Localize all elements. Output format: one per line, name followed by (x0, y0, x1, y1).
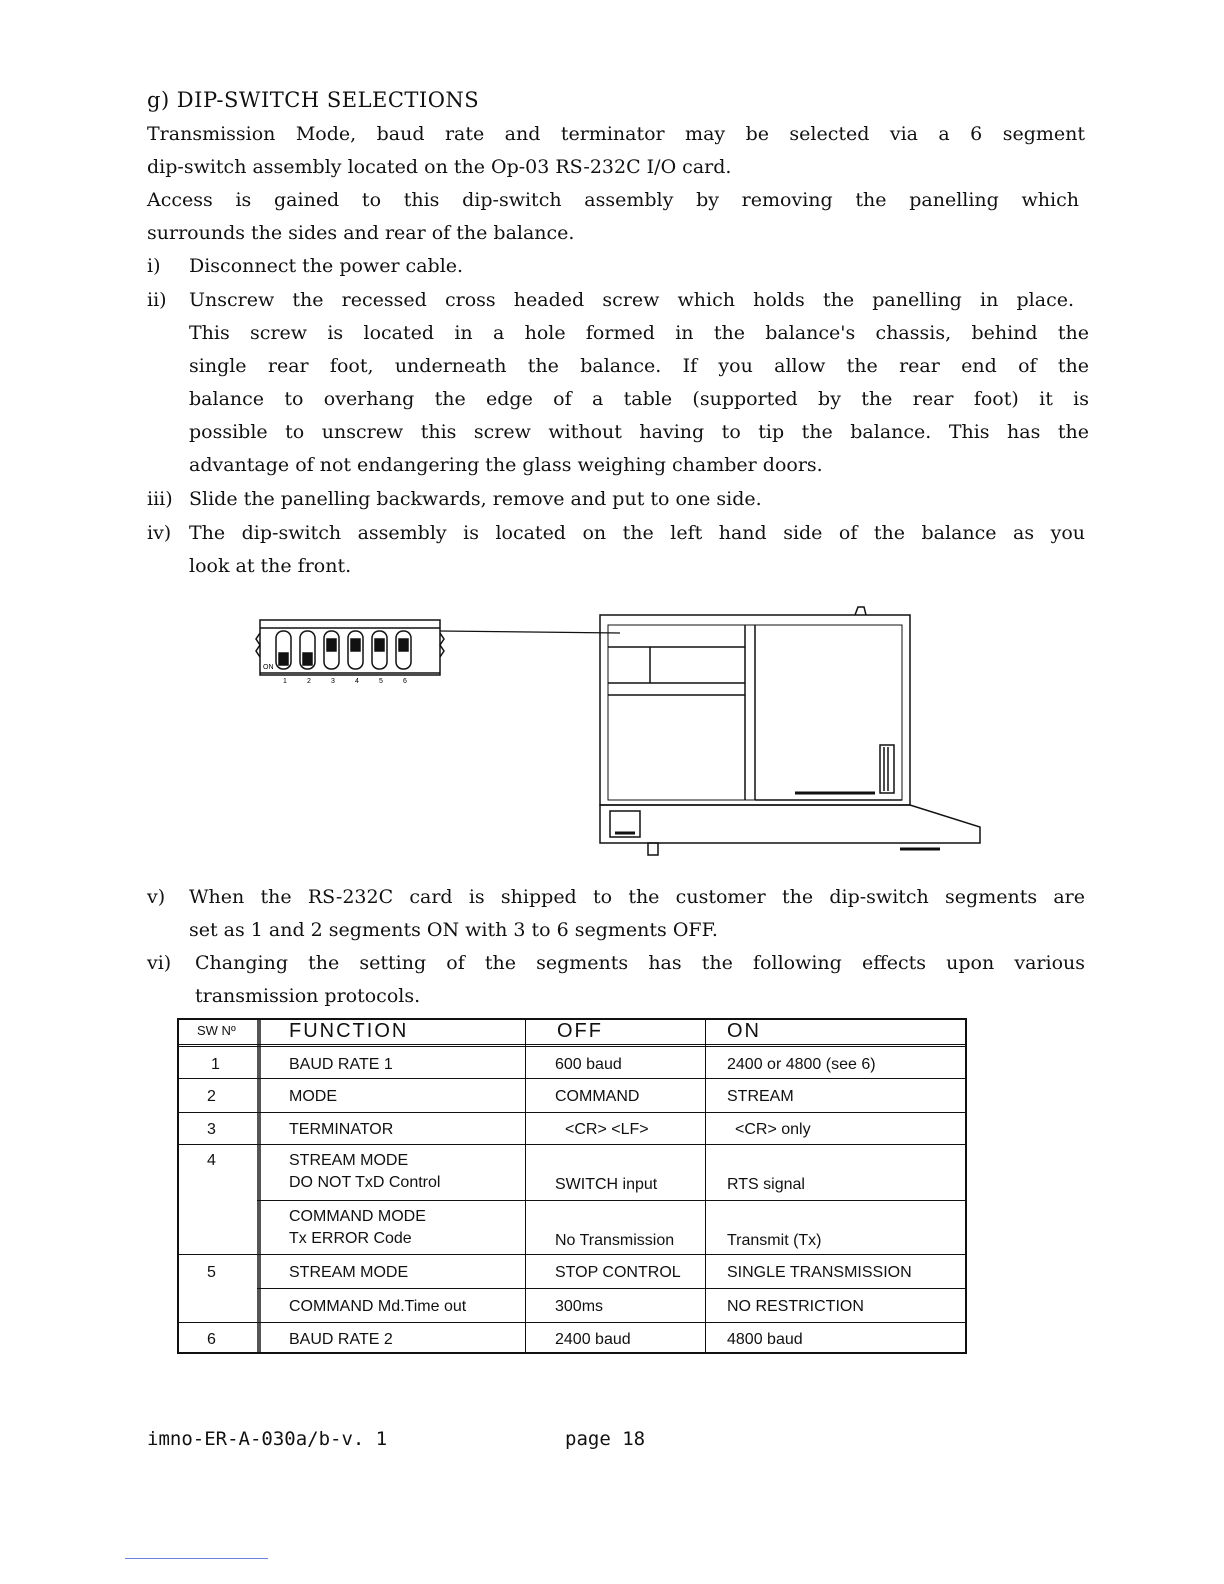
table-cell-function: STREAM MODE (289, 1264, 409, 1281)
row-divider (257, 1288, 965, 1289)
table-cell-off: No Transmission (555, 1232, 675, 1249)
switch-number: 4 (355, 678, 359, 685)
table-cell-sw: 6 (207, 1331, 216, 1348)
balance-cross-section (600, 607, 980, 855)
header-sw: SW Nº (197, 1023, 236, 1038)
header-off: OFF (557, 1020, 603, 1042)
row-divider (257, 1200, 965, 1201)
intro-line-3: Access is gained to this dip-switch assembly by removing the panelling which (147, 189, 1079, 211)
table-cell-function: TERMINATOR (289, 1121, 394, 1138)
table-cell-function: MODE (289, 1088, 337, 1105)
intro-line-1: Transmission Mode, baud rate and terminator may be selected via a 6 segment (147, 123, 1085, 145)
table-header (179, 1020, 965, 1047)
footer-page-number: page 18 (565, 1428, 646, 1450)
row-divider (179, 1078, 965, 1079)
step-text: Changing the setting of the segments has the following effects upon various transmission protocols. (195, 952, 1085, 1007)
leader-line (440, 631, 620, 633)
dip-switch-table (177, 1018, 967, 1354)
step-text: The dip-switch assembly is located on the left hand side of the balance as you look at the front. (189, 522, 1085, 577)
step-number: ii) (147, 289, 167, 311)
table-cell-off: STOP CONTROL (555, 1264, 681, 1281)
step-text: Disconnect the power cable. (189, 255, 464, 277)
step-vi (147, 947, 1092, 1013)
table-cell-on: 2400 or 4800 (see 6) (727, 1056, 876, 1073)
table-cell-function: BAUD RATE 2 (289, 1331, 393, 1348)
table-cell-off: COMMAND (555, 1088, 640, 1105)
footer-doc-id: imno-ER-A-030a/b-v. 1 (147, 1428, 388, 1450)
table-cell-sw: 1 (211, 1056, 220, 1073)
row-divider (179, 1144, 965, 1145)
step-text: When the RS-232C card is shipped to the customer the dip-switch segments are set as 1 and 2 segments ON with 3 to 6 segments OFF. (189, 886, 1085, 941)
row-divider (179, 1112, 965, 1113)
table-cell-on: STREAM (727, 1088, 794, 1105)
step-number: i) (147, 255, 161, 277)
step-number: vi) (147, 952, 172, 974)
table-cell-on: SINGLE TRANSMISSION (727, 1264, 912, 1281)
table-cell-on: <CR> only (735, 1121, 811, 1138)
table-cell-function: BAUD RATE 1 (289, 1056, 393, 1073)
switch-number: 6 (403, 678, 407, 685)
step-text: Unscrew the recessed cross headed screw which holds the panelling in place. This screw is located in a hole formed in the balance's chassis, behind the single rear foot, underneath the balance. If you allow the rear end of the balance to overhang the edge of a table (supported by the rear foot) it is possible to unscrew this screw without having to tip the balance. This has the advantage of not endangering the glass weighing chamber doors. (189, 289, 1089, 476)
step-number: iii) (147, 488, 173, 510)
header-on: ON (727, 1020, 761, 1042)
table-cell-function: STREAM MODE (289, 1152, 409, 1169)
table-cell-sw: 3 (207, 1121, 216, 1138)
step-ii (147, 284, 1092, 484)
dip-switch-illustration (256, 620, 444, 675)
table-cell-off: 2400 baud (555, 1331, 631, 1348)
table-cell-on: 4800 baud (727, 1331, 803, 1348)
table-cell-off: 300ms (555, 1298, 604, 1315)
header-function: FUNCTION (289, 1020, 409, 1042)
step-number: v) (147, 886, 166, 908)
step-i (147, 250, 1085, 283)
column-divider (257, 1020, 261, 1352)
dip-switch-figure (250, 595, 1000, 865)
table-cell-on: Transmit (Tx) (727, 1232, 822, 1249)
section-heading: g) DIP-SWITCH SELECTIONS (147, 88, 480, 112)
switch-number: 1 (283, 678, 287, 685)
step-number: iv) (147, 522, 172, 544)
switch-number: 5 (379, 678, 383, 685)
table-cell-function: COMMAND MODE (289, 1208, 426, 1225)
column-divider (525, 1020, 526, 1352)
table-cell-sw: 5 (207, 1264, 216, 1281)
table-cell-function-detail: DO NOT TxD Control (289, 1174, 441, 1191)
bottom-rule (125, 1558, 268, 1559)
table-cell-on: RTS signal (727, 1176, 805, 1193)
table-cell-on: NO RESTRICTION (727, 1298, 864, 1315)
table-cell-function: COMMAND Md.Time out (289, 1298, 467, 1315)
table-cell-off: <CR> <LF> (565, 1121, 649, 1138)
table-cell-sw: 4 (207, 1152, 216, 1169)
table-cell-off: SWITCH input (555, 1176, 658, 1193)
column-divider (705, 1020, 706, 1352)
step-v (147, 881, 1092, 947)
switch-number: 3 (331, 678, 335, 685)
intro-line-4: surrounds the sides and rear of the balance. (147, 222, 575, 244)
dip-switch-on-label: ON (263, 664, 274, 671)
step-iii (147, 483, 1085, 516)
row-divider (179, 1254, 965, 1255)
row-divider (179, 1322, 965, 1323)
table-cell-off: 600 baud (555, 1056, 622, 1073)
step-text: Slide the panelling backwards, remove and put to one side. (189, 488, 762, 510)
table-cell-function-detail: Tx ERROR Code (289, 1230, 412, 1247)
step-iv (147, 517, 1092, 583)
intro-line-2: dip-switch assembly located on the Op-03 RS-232C I/O card. (147, 156, 732, 178)
switch-number: 2 (307, 678, 311, 685)
table-cell-sw: 2 (207, 1088, 216, 1105)
